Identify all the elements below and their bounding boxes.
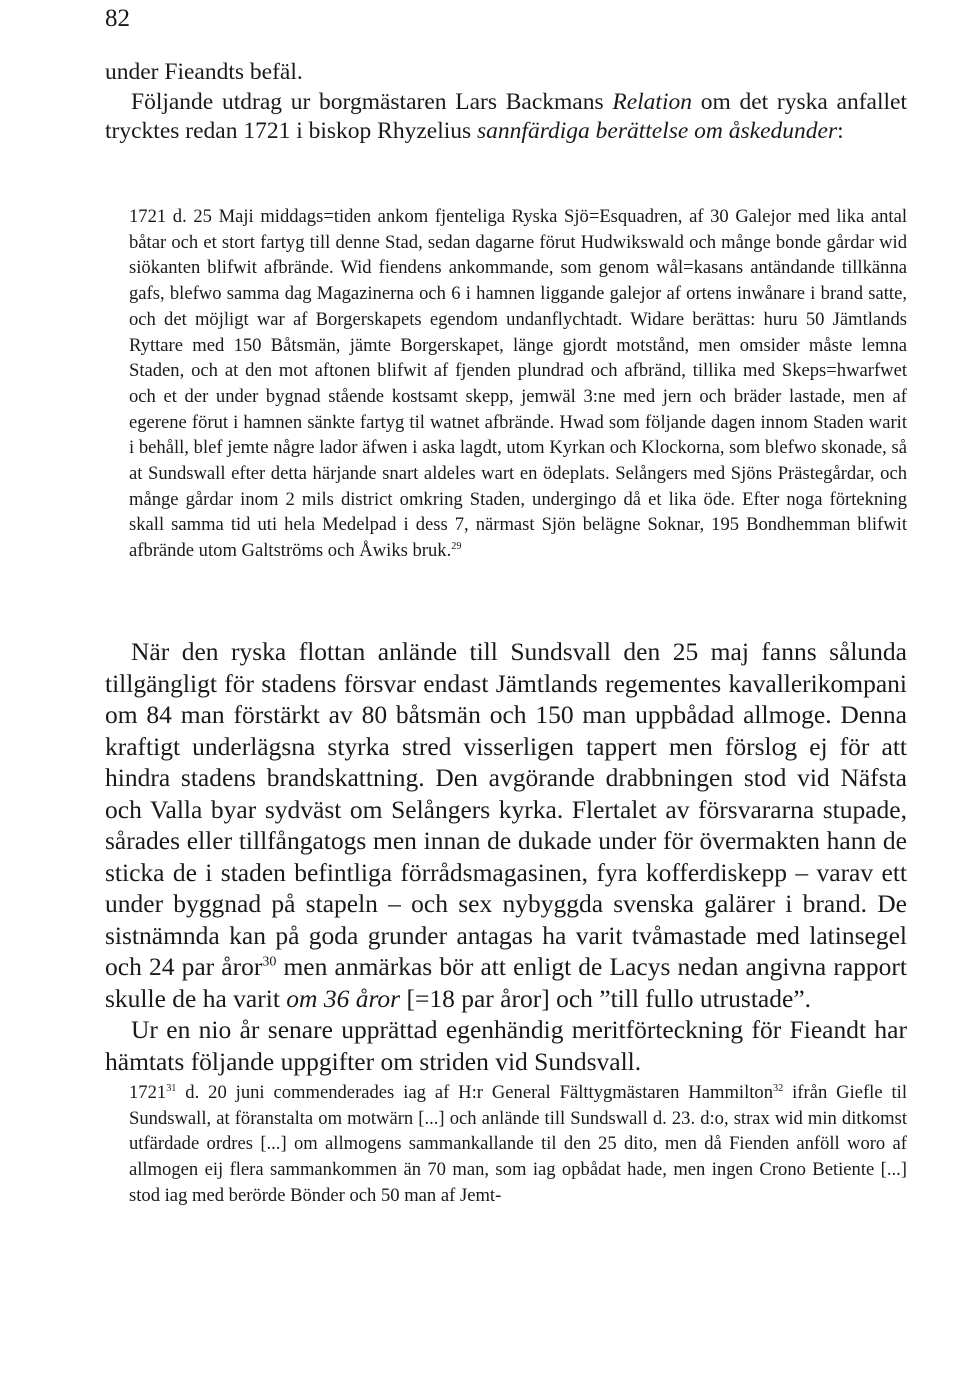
intro-section — [105, 58, 907, 147]
page-number: 82 — [105, 5, 130, 32]
fieandt-quote: 1721$^{31}$ d. 20 juni commenderades iag af H:r General Fälttygmästaren Hammilton$^{32}$ ifrån Giefle til Sundswall, at föranstalta om motwärn [...] och anlände till Sundswall d. 23. d:o, strax wid min ditkomst utfärdade ordres [...] om allmogens sammankallande til den 25 dito, men då Fienden anföll woro af allmogen eij flera sammankommen än 70 man, som iag opbådat hade, men ingen Crono Betiente [...] stod iag med berörde Bönder och 50 man af Jemt- — [129, 1082, 908, 1206]
backman-quote: 1721 d. 25 Maji middags=tiden ankom fjenteliga Ryska Sjö=Esquadren, af 30 Galejor med lika antal båtar och et stort fartyg till denne Stad, sedan dagarne förut Hudwikswald och månge bonde gårdar wid siökanten blifwit afbrände. Wid fiendens ankommande, som genom wål=kasans antändande tillkänna gafs, blefwo samma dag Magazinerna och 6 i hamnen liggande galejor af ortens inwånare i brand satte, och det möjligt war af Borgerskapets egendom undanflychtadt. Widare berättas: huru 50 Jämtlands Ryttare med 150 Båtsmän, jämte Borgerskapet, länge gjordt motstånd, men omsider måste lemna Staden, och at den mot aftonen blifwit af fjenden plundrad och afbränd, tillika med Skeps=hwarfwet och et der under bygnad stående kostsamt skepp, jemwäl 3:ne med jern och bräder lastade, men af egerene förut i hamnen sänkte fartyg til watnet afbrände. Hwad som följande dagen innom Staden warit i behåll, blef jemte någre lador äfwen i aska lagdt, utom Kyrkan och Klockorna, som blefwo skonade, så at Sundswall efter detta härjande snart aldeles wart en ödeplats. Selångers med Sjöns Prästegårdar, och månge gårdar inom 2 mils district omkring Staden, undergingo då et lika öde. Efter noga förtekning skall samma tid uti hela Medelpad i dess 7, närmast Sjön belägne Soknar, 195 Bondhemman blifwit afbrände utom Galtströms och Åwiks bruk.$^{29}$ — [129, 206, 907, 562]
footnote-ref: 30 — [262, 954, 277, 970]
footnote-ref: 29 — [451, 540, 462, 552]
intro-line: under Fieandts befäl. — [105, 59, 303, 85]
intro-paragraph: Följande utdrag ur borgmästaren Lars Backmans Relation om det ryska anfallet trycktes redan 1721 i biskop Rhyzelius sannfärdiga berättelse om åskedunder: — [105, 88, 907, 145]
footnote-ref: 32 — [773, 1082, 784, 1094]
footnote-ref: 31 — [166, 1082, 177, 1094]
main-paragraph: Ur en nio år senare upprättad egenhändig meritförteckning för Fieandt har hämtats följande uppgifter om striden vid Sundsvall. — [105, 1015, 907, 1076]
main-section — [105, 636, 907, 1077]
main-paragraph: När den ryska flottan anlände till Sundsvall den 25 maj fanns sålunda tillgängligt för stadens försvar endast Jämtlands regementes kavallerikompani om 84 man förstärkt av 80 båtsmän och 150 man uppbådad allmoge. Denna kraftigt underlägsna styrka stred visserligen tappert men förslog ej för att hindra stadens brandskattning. Den avgörande drabbningen stod vid Näfsta och Valla byar sydväst om Selångers kyrka. Flertalet av försvararna stupade, sårades eller tillfångatogs men innan de dukade under för övermakten hann de sticka de i staden befintliga förrådsmagasinen, fyra kofferdiskepp – varav ett under byggnad på stapeln – och sex nybyggda svenska galärer i brand. De sistnämnda kan på goda grunder antagas ha varit tvåmastade med latinsegel och 24 par åror$^{30}$ men anmärkas bör att enligt de Lacys nedan angivna rapport skulle de ha varit om 36 åror [=18 par åror] och ”till fullo utrustade”. — [105, 637, 907, 1013]
